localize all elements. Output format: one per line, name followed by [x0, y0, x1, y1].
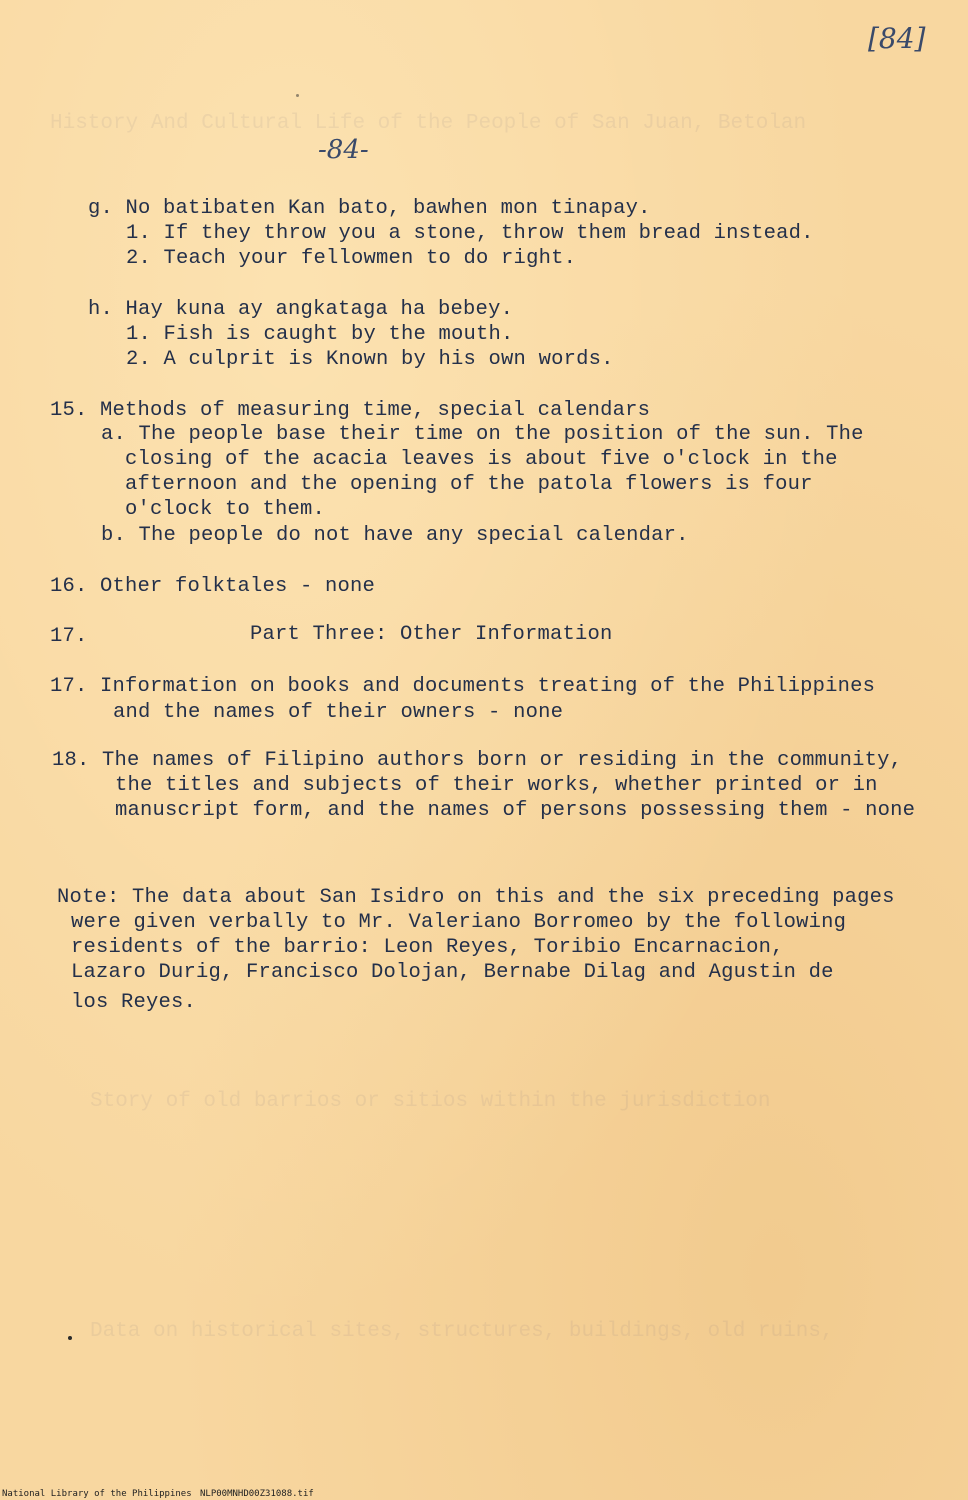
item-15-a-line: o'clock to them. [125, 498, 326, 521]
section-h-heading: h. Hay kuna ay angkataga ha bebey. [88, 298, 514, 321]
item-15-heading: 15. Methods of measuring time, special calendars [50, 399, 651, 422]
item-17-line: and the names of their owners - none [113, 701, 564, 724]
section-g-heading: g. No batibaten Kan bato, bawhen mon tinapay. [88, 197, 651, 220]
footer-institution: National Library of the Philippines [2, 1489, 192, 1499]
note-line: Lazaro Durig, Francisco Dolojan, Bernabe Dilag and Agustin de [71, 961, 834, 984]
note-line: were given verbally to Mr. Valeriano Borromeo by the following [71, 911, 847, 934]
item-15-a-line: afternoon and the opening of the patola flowers is four [125, 473, 813, 496]
bleed-through-text: Story of old barrios or sitios within the jurisdiction [90, 1090, 771, 1113]
item-16: 16. Other folktales - none [50, 575, 376, 598]
footer-file-id: NLP00MNHD00Z31088.tif [200, 1489, 314, 1499]
bleed-through-text: History And Cultural Life of the People of San Juan, Betolan [50, 112, 807, 135]
bleed-through-text: Data on historical sites, structures, buildings, old ruins, [90, 1320, 834, 1343]
item-17-line: 17. Information on books and documents treating of the Philippines [50, 675, 876, 698]
item-15-b: b. The people do not have any special calendar. [101, 524, 689, 547]
section-h-item: 1. Fish is caught by the mouth. [126, 323, 514, 346]
item-15-a-line: a. The people base their time on the position of the sun. The [101, 423, 864, 446]
handwritten-page-number: -84- [318, 135, 369, 165]
item-17-number: 17. [50, 625, 88, 648]
note-line: residents of the barrio: Leon Reyes, Toribio Encarnacion, [71, 936, 784, 959]
note-line: Note: The data about San Isidro on this and the six preceding pages [57, 886, 895, 909]
section-g-item: 1. If they throw you a stone, throw them bread instead. [126, 222, 814, 245]
note-line: los Reyes. [71, 991, 197, 1014]
item-15-a-line: closing of the acacia leaves is about five o'clock in the [125, 448, 838, 471]
ink-speck [296, 94, 299, 97]
item-18-line: manuscript form, and the names of persons possessing them - none [115, 799, 916, 822]
section-h-item: 2. A culprit is Known by his own words. [126, 348, 614, 371]
item-18-line: the titles and subjects of their works, whether printed or in [115, 774, 878, 797]
corner-page-mark: [84] [868, 22, 926, 55]
item-18-line: 18. The names of Filipino authors born or residing in the community, [52, 749, 903, 772]
part-three-title: Part Three: Other Information [250, 623, 613, 646]
section-g-item: 2. Teach your fellowmen to do right. [126, 247, 577, 270]
ink-speck [68, 1336, 72, 1340]
